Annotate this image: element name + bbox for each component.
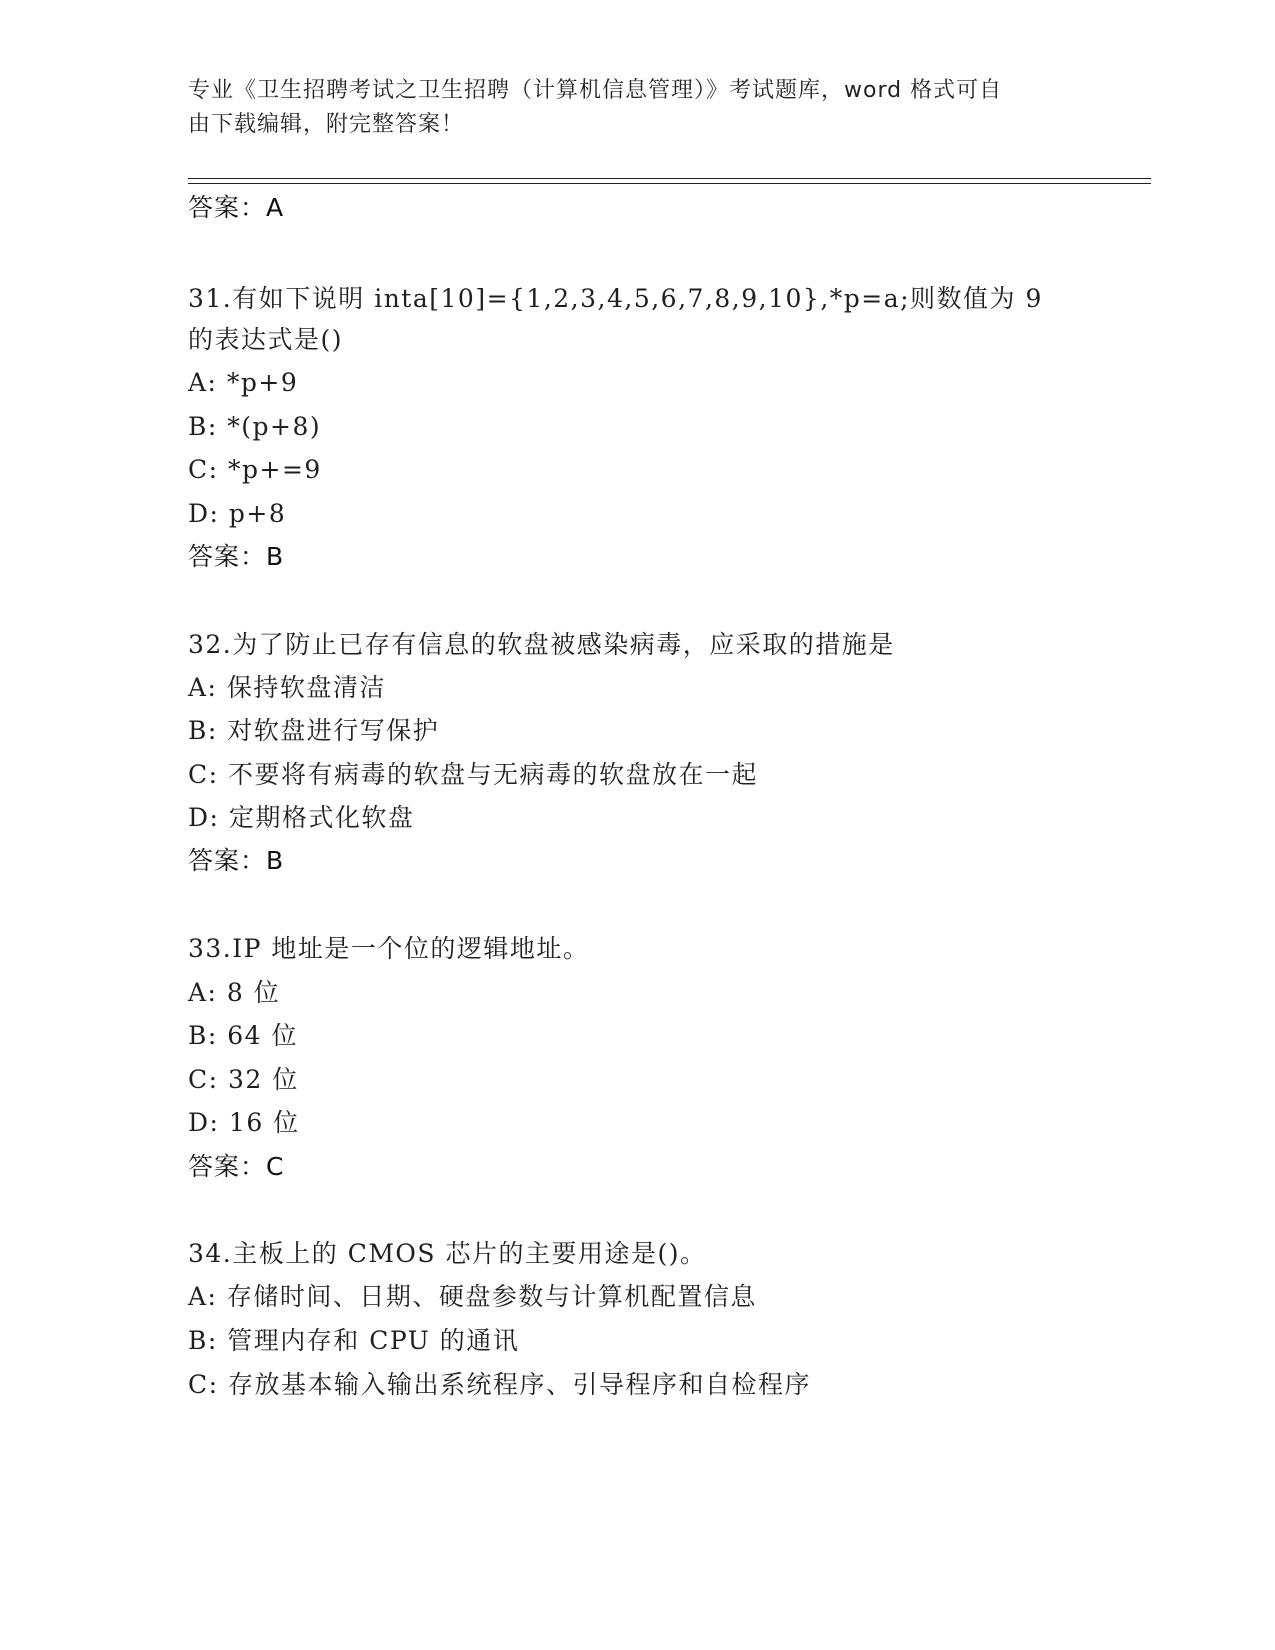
header-divider-top bbox=[188, 178, 1151, 179]
question-stem: 32.为了防止已存有信息的软盘被感染病毒，应采取的措施是 bbox=[188, 630, 895, 659]
option-b: B: *(p+8) bbox=[188, 412, 322, 441]
option-c: C: 存放基本输入输出系统程序、引导程序和自检程序 bbox=[188, 1370, 812, 1399]
header-line-1: 专业《卫生招聘考试之卫生招聘（计算机信息管理）》考试题库，word 格式可自 bbox=[188, 78, 1003, 103]
document-header bbox=[188, 74, 1068, 142]
question-stem: 33.IP 地址是一个位的逻辑地址。 bbox=[188, 934, 590, 963]
answer-label: 答案：B bbox=[188, 542, 285, 571]
option-d: D: 16 位 bbox=[188, 1108, 300, 1137]
option-b: B: 64 位 bbox=[188, 1021, 298, 1050]
option-a: A: 8 位 bbox=[188, 978, 281, 1007]
answer-label: 答案：A bbox=[188, 193, 285, 222]
option-b: B: 管理内存和 CPU 的通讯 bbox=[188, 1326, 520, 1355]
option-c: C: 不要将有病毒的软盘与无病毒的软盘放在一起 bbox=[188, 760, 758, 789]
answer-label: 答案：C bbox=[188, 1152, 285, 1181]
question-stem-continued: 的表达式是() bbox=[188, 325, 344, 354]
option-a: A: 保持软盘清洁 bbox=[188, 673, 386, 702]
option-a: A: *p+9 bbox=[188, 368, 299, 397]
option-a: A: 存储时间、日期、硬盘参数与计算机配置信息 bbox=[188, 1282, 757, 1311]
option-b: B: 对软盘进行写保护 bbox=[188, 716, 440, 745]
option-d: D: 定期格式化软盘 bbox=[188, 803, 415, 832]
option-c: C: 32 位 bbox=[188, 1065, 299, 1094]
option-c: C: *p+=9 bbox=[188, 455, 322, 484]
option-d: D: p+8 bbox=[188, 499, 287, 528]
question-stem: 34.主板上的 CMOS 芯片的主要用途是()。 bbox=[188, 1239, 707, 1268]
header-line-2: 由下载编辑，附完整答案！ bbox=[188, 112, 465, 137]
header-divider-bottom bbox=[188, 183, 1151, 184]
answer-label: 答案：B bbox=[188, 846, 285, 875]
question-stem: 31.有如下说明 inta[10]={1,2,3,4,5,6,7,8,9,10},*p=a;则数值为 9 bbox=[188, 284, 1043, 313]
